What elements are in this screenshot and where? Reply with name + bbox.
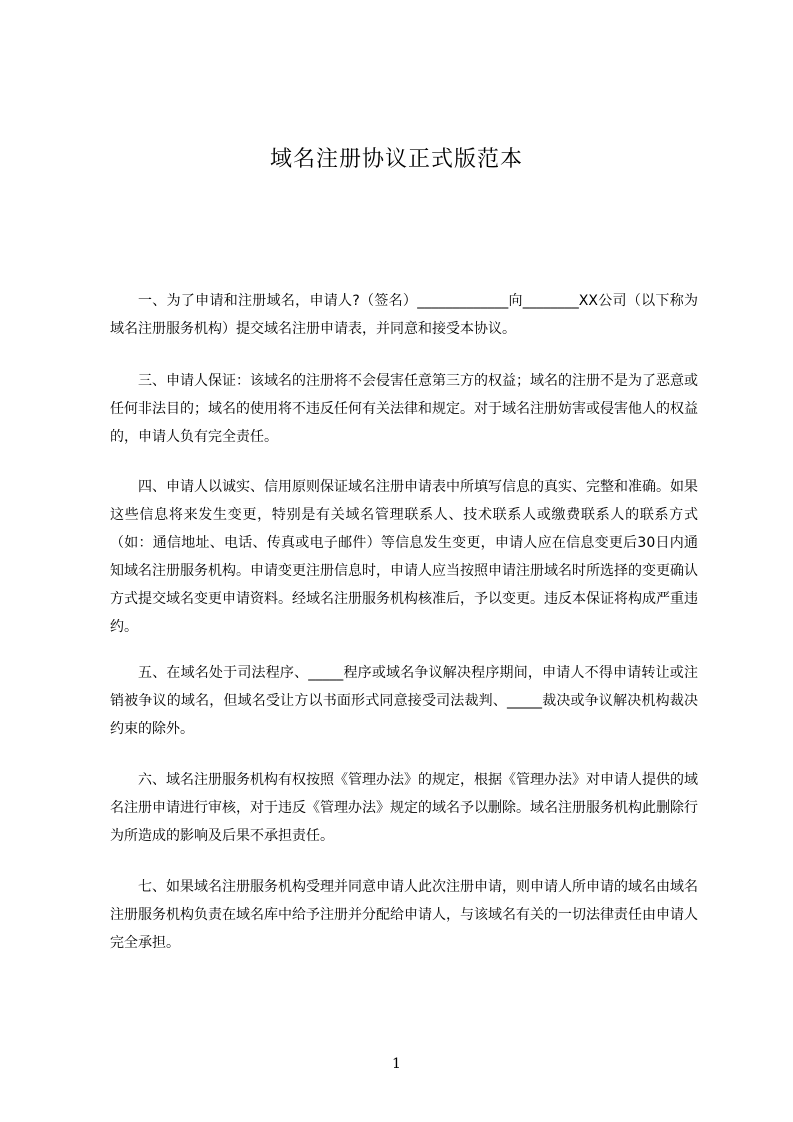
paragraph-7: 七、如果域名注册服务机构受理并同意申请人此次注册申请，则申请人所申请的域名由域名注册服务机构负责在域名库中给予注册并分配给申请人，与该域名有关的一切法律责任由申请人完全承担。 <box>110 879 698 951</box>
page-number: 1 <box>392 1056 401 1072</box>
paragraph-1: 一、为了申请和注册域名，申请人?（签名）_____________向________XX公司（以下称为域名注册服务机构）提交域名注册申请表，并同意和接受本协议。 <box>110 293 698 337</box>
paragraph-4: 四、申请人以诚实、信用原则保证域名注册申请表中所填写信息的真实、完整和准确。如果这些信息将来发生变更，特别是有关域名管理联系人、技术联系人或缴费联系人的联系方式（如：通信地址、电话、传真或电子邮件）等信息发生变更，申请人应在信息变更后30日内通知域名注册服务机构。申请变更注册信息时，申请人应当按照申请注册域名时所选择的变更确认方式提交域名变更申请资料。经域名注册服务机构核准后，予以变更。违反本保证将构成严重违约。 <box>110 479 698 635</box>
document-title: 域名注册协议正式版范本 <box>269 147 523 172</box>
paragraph-3: 三、申请人保证：该域名的注册将不会侵害任意第三方的权益；域名的注册不是为了恶意或任何非法目的；域名的使用将不违反任何有关法律和规定。对于域名注册妨害或侵害他人的权益的，申请人负有完全责任。 <box>110 373 698 445</box>
paragraph-5: 五、在域名处于司法程序、_____程序或域名争议解决程序期间，申请人不得申请转让或注销被争议的域名，但域名受让方以书面形式同意接受司法裁判、_____裁决或争议解决机构裁决约束的除外。 <box>110 665 698 737</box>
paragraph-6: 六、域名注册服务机构有权按照《管理办法》的规定，根据《管理办法》对申请人提供的域名注册申请进行审核，对于违反《管理办法》规定的域名予以删除。域名注册服务机构此删除行为所造成的影响及后果不承担责任。 <box>110 772 698 844</box>
